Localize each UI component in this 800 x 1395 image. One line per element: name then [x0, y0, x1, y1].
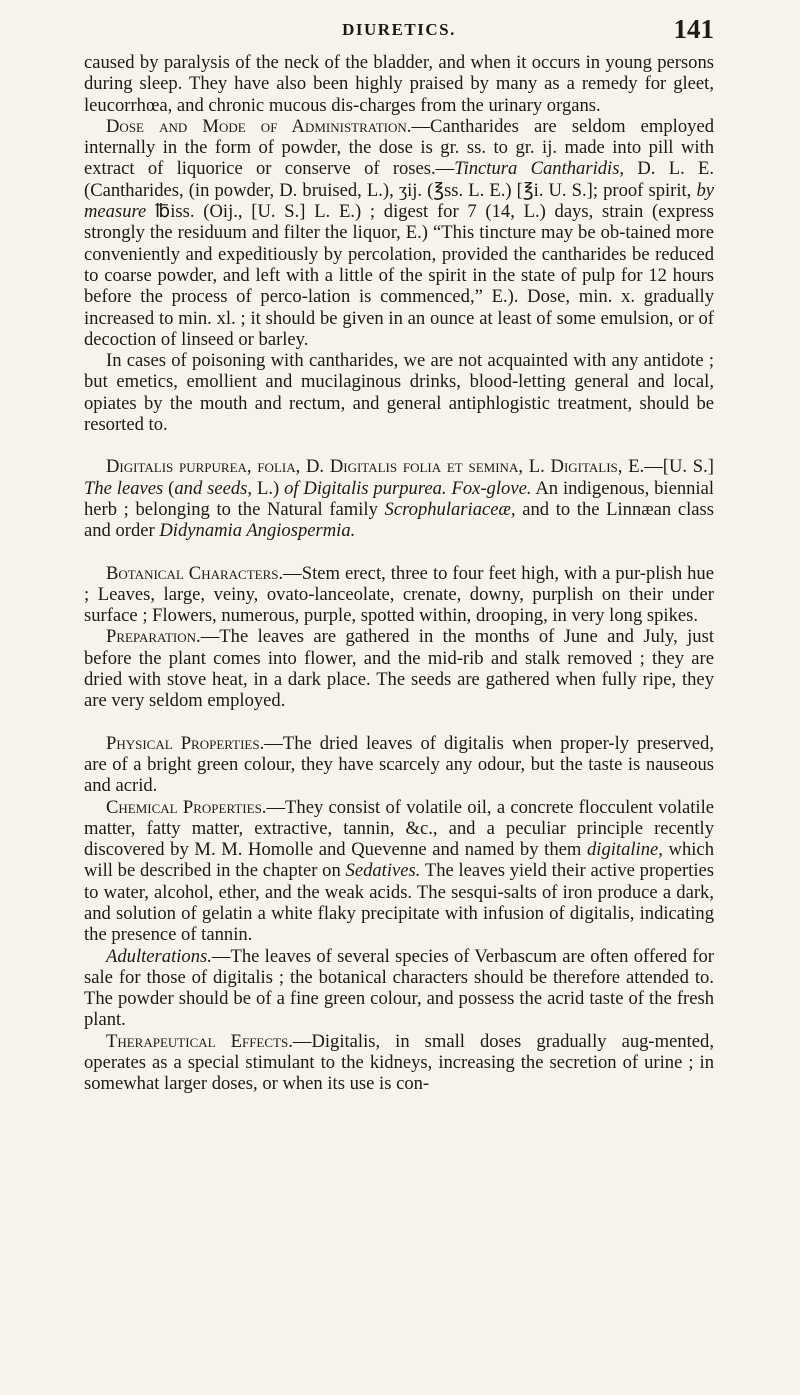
section-heading-preparation: Preparation.	[106, 626, 201, 648]
section-heading-botanical: Botanical Characters.	[106, 562, 284, 584]
page-body	[84, 52, 714, 1095]
tinctura-cantharidis: Tinctura Cantharidis,	[454, 158, 625, 180]
running-head: DIURETICS.	[342, 20, 456, 39]
paragraph-therapeutical: Therapeutical Effects.—Digitalis, in small doses gradually aug-mented, operates as a special stimulant to the kidneys, increasing the secretion of urine ; in somewhat larger doses, or when its use is con-	[84, 1030, 714, 1095]
paragraph-physical: Physical Properties.—The dried leaves of digitalis when proper-ly preserved, are of a bright green colour, they have scarcely any odour, but the taste is nauseous and acrid.	[84, 732, 714, 797]
section-heading-chemical: Chemical Properties.	[106, 796, 267, 818]
paragraph-chemical: Chemical Properties.—They consist of volatile oil, a concrete flocculent volatile matter, fatty matter, extractive, tannin, &c., and a peculiar principle recently discovered by M. M. Homolle and Quevenne and named by them digitaline, which will be described in the chapter on Sedatives. The leaves yield their active properties to water, alcohol, ether, and the weak acids. The sesqui-salts of iron produce a dark, and solution of gelatin a white flaky precipitate with infusion of digitalis, indicating the presence of tannin.	[84, 796, 714, 946]
paragraph-preparation: Preparation.—The leaves are gathered in the months of June and July, just before the plant comes into flower, and the mid-rib and stalk removed ; they are dried with stove heat, in a dark place. The seeds are gathered when fully ripe, they are very seldom employed.	[84, 626, 714, 712]
paragraph-continued: caused by paralysis of the neck of the bladder, and when it occurs in young persons during sleep. They have also been highly praised by many as a remedy for gleet, leucorrhœa, and chronic mucous dis-charges from the urinary organs.	[84, 52, 714, 116]
paragraph-digitalis-entry: Digitalis purpurea, folia, D. Digitalis folia et semina, L. Digitalis, E.—[U. S.] The leaves (and seeds, L.) of Digitalis purpurea. Fox-glove. An indigenous, biennial herb ; belonging to the Natural family Scrophulariaceæ, and to the Linnæan class and order Didynamia Angiospermia.	[84, 456, 715, 542]
section-heading-physical: Physical Properties.	[106, 732, 265, 754]
section-heading-therapeutical: Therapeutical Effects.	[106, 1030, 293, 1052]
paragraph-botanical: Botanical Characters.—Stem erect, three to four feet high, with a pur-plish hue ; Leaves, large, veiny, ovato-lanceolate, crenate, downy, purplish on their under surface ; Flowers, numerous, purple, spotted within, drooping, in very long spikes.	[84, 562, 714, 627]
paragraph-poisoning: In cases of poisoning with cantharides, we are not acquainted with any antidote ; but emetics, emollient and mucilaginous drinks, blood-letting general and local, opiates by the mouth and rectum, and general antiphlogistic treatment, should be resorted to.	[84, 350, 714, 436]
section-heading-adulterations: Adulterations.	[106, 945, 212, 967]
entry-heading-digitalis: Digitalis purpurea, folia,	[106, 456, 301, 478]
page-number: 141	[673, 14, 714, 44]
paragraph-adulterations: Adulterations.—The leaves of several species of Verbascum are often offered for sale for those of digitalis ; the botanical characters should be therefore attended to. The powder should be of a fine green colour, and possess the acrid taste of the fresh plant.	[84, 945, 714, 1031]
section-heading-dose: Dose and Mode of Administration.	[106, 115, 412, 137]
paragraph-dose: Dose and Mode of Administration.—Cantharides are seldom employed internally in the form of powder, the dose is gr. ss. to gr. ij. made into pill with extract of liquorice or conserve of roses.—Tinctura Cantharidis, D. L. E. (Cantharides, (in powder, D. bruised, L.), ʒij. (℥ss. L. E.) [℥i. U. S.]; proof spirit, by measure ℔iss. (Oij., [U. S.] L. E.) ; digest for 7 (14, L.) days, strain (express strongly the residuum and filter the liquor, E.) “This tincture may be ob-tained more conveniently and expeditiously by percolation, provided the cantharides be reduced to coarse powder, and left with a little of the spirit in the state of pulp for 12 hours before the process of perco-lation is commenced,” E.). Dose, min. x. gradually increased to min. xl. ; it should be given in an ounce at least of some emulsion, or of decoction of linseed or barley.	[84, 115, 714, 350]
page-header	[84, 14, 714, 44]
